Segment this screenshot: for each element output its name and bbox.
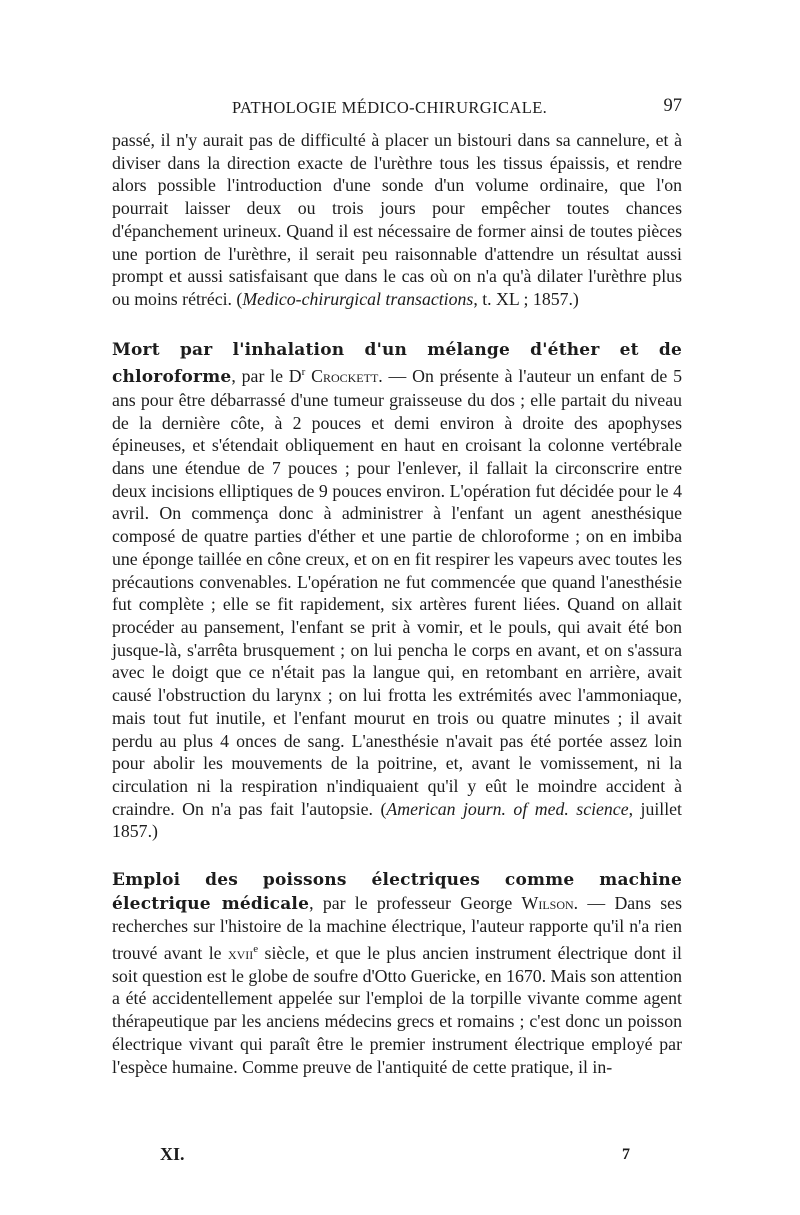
- paragraph-electric-fish: [112, 868, 682, 1078]
- sheet-number: 7: [622, 1146, 630, 1163]
- paragraph-text-cont: siècle, et que le plus ancien instrument électrique dont il soit question est le globe de soufre d'Otto Guericke, en 1670. Mais son attention a été accidentellement appelée sur l'emploi de la torpille vivante comme agent thérapeutique par les anciens médecins grecs et romains ; c'est donc un poisson électrique vivant qui paraît être le premier instrument électrique employé par l'espèce humaine. Comme preuve de l'antiquité de cette pratique, il in-: [112, 943, 682, 1077]
- paragraph-urethra: [112, 129, 682, 311]
- paragraph-ether-chloroform: [112, 338, 682, 843]
- article-heading: Mort par l'inhalation d'un mélange d'éther et de chloroforme: [112, 339, 682, 388]
- page-number: 97: [663, 96, 682, 116]
- paragraph-text: . — On présente à l'auteur un enfant de 5 ans pour être débarrassé d'une tumeur graisseuse du dos ; elle partait du niveau de la dernière côte, à 2 pouces et demi environ à droite des apophyses épineuses, et s'étendait obliquement en haut en croisant la colonne vertébrale dans une étendue de 7 pouces ; pour l'enlever, il fallait la circonscrire entre deux incisions elliptiques de 9 pouces environ. L'opération fut décidée pour le 4 avril. On commença donc à administrer à l'enfant un agent anesthésique composé de quatre parties d'éther et une partie de chloroforme ; on en imbiba une éponge taillée en cône creux, et on en fit respirer les vapeurs avec toutes les précautions convenables. L'opération ne fut commencée que quand l'anesthésie fut complète ; elle se fit rapidement, six artères furent liées. Quand on allait procéder au pansement, l'enfant se prit à vomir, et le pouls, qui avait été bon jusque-là, s'arrêta brusquement ; on lui pencha le corps en avant, et on s'assura avec le doigt que ce n'était pas la langue qui, en retombant en arrière, avait causé l'obstruction du larynx ; on lui frotta les extrémités avec l'ammoniaque, mais tout fut inutile, et l'enfant mourut en trois ou quatre minutes ; il avait perdu au plus 4 onces de sang. L'anesthésie n'avait pas été portée assez loin pour abolir les mouvements de la poitrine, et, avant le vomissement, ni la circulation ni la respiration n'indiquaient qu'il y eût le moindre accident à craindre. On n'a pas fait l'autopsie. (: [112, 366, 682, 819]
- author-name: Wilson: [521, 892, 574, 913]
- source-details: , t. XL ; 1857.): [473, 288, 579, 309]
- source-citation: American journ. of med. science: [386, 798, 629, 819]
- running-title: PATHOLOGIE MÉDICO-CHIRURGICALE.: [232, 98, 548, 117]
- page-footer: [160, 1144, 630, 1170]
- century-numeral: xvii: [227, 943, 254, 964]
- running-head: [112, 98, 682, 126]
- paragraph-text: passé, il n'y aurait pas de difficulté à placer un bistouri dans sa cannelure, et à diviser dans la direction exacte de l'urèthre tous les tissus épaissis, et rendre alors possible l'introduction d'une sonde d'un volume ordinaire, que l'on pourrait laisser deux ou trois jours pour empêcher toutes chances d'épanchement urineux. Quand il est nécessaire de former ainsi de toutes pièces une portion de l'urèthre, il serait peu raisonnable d'attendre un résultat aussi prompt et aussi satisfaisant que dans le cas où on n'a qu'à dilater l'urèthre plus ou moins rétréci. (: [112, 130, 682, 309]
- author-name: Crockett: [311, 366, 379, 387]
- century-sup: e: [253, 943, 259, 956]
- signature-mark: XI.: [160, 1144, 185, 1164]
- byline: , par le professeur George: [309, 892, 522, 913]
- article-heading: Emploi des poissons électriques comme machine électrique médicale: [112, 870, 682, 914]
- byline-sup: r: [301, 366, 306, 379]
- byline: , par le D: [231, 366, 302, 387]
- source-citation: Medico-chirurgical transactions: [242, 288, 474, 309]
- paragraph-text: . — Dans ses recherches sur l'histoire de la machine électrique, l'auteur rapporte qu'il n'a rien trouvé avant le: [112, 892, 682, 964]
- text-block: [112, 129, 682, 1078]
- source-details: , juillet 1857.): [112, 798, 682, 842]
